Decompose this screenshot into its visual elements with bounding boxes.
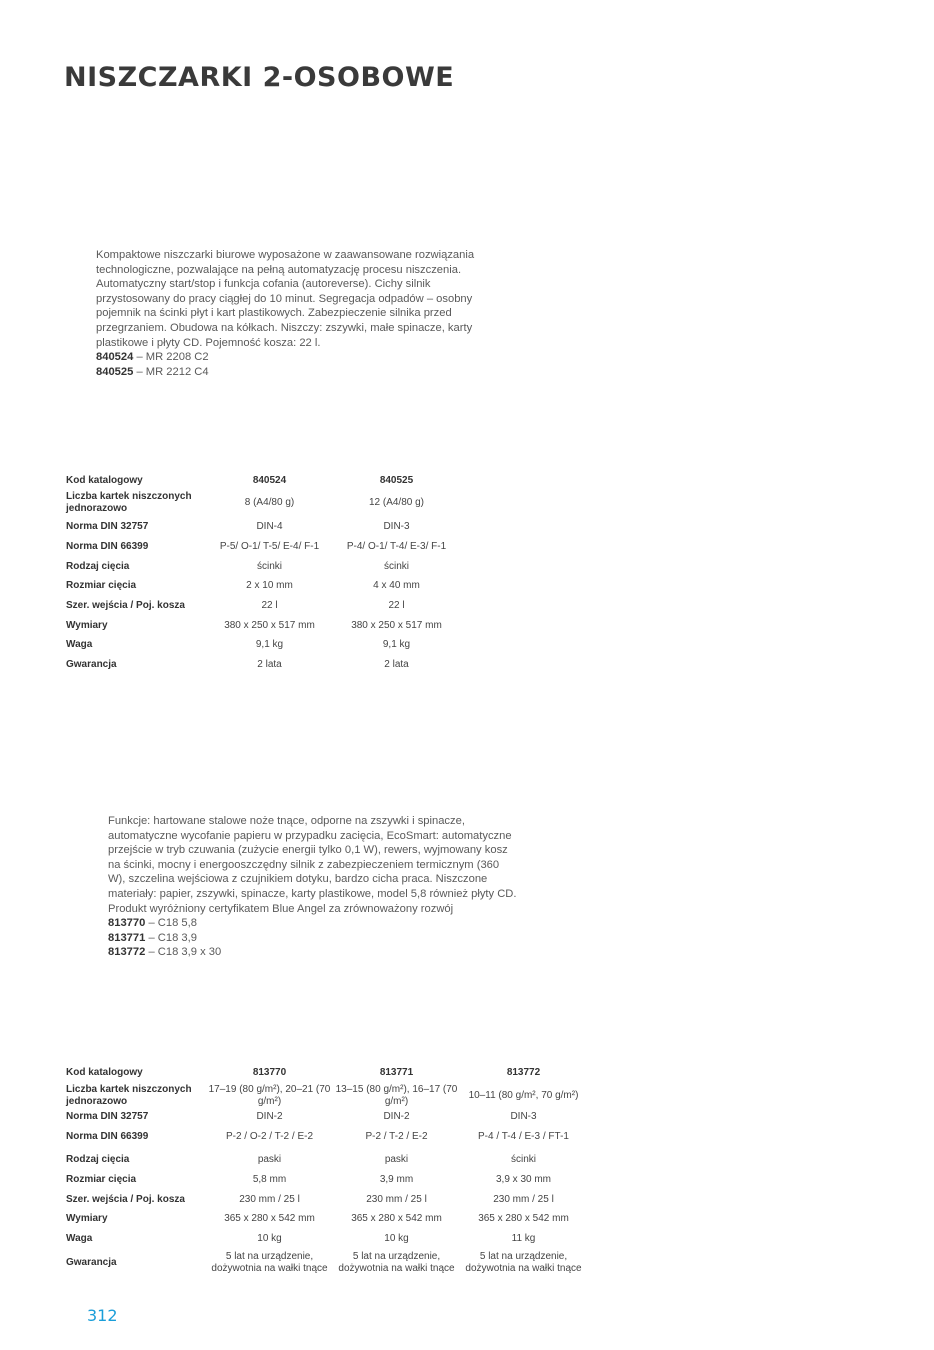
- product-model: – MR 2208 C2: [136, 351, 209, 364]
- table-row: [66, 1170, 587, 1190]
- cell: 380 x 250 x 517 mm: [351, 619, 442, 631]
- cell: 9,1 kg: [382, 639, 411, 650]
- spec-table-2: [66, 1065, 587, 1277]
- table-row: [66, 1081, 587, 1111]
- cell: 2 lata: [384, 659, 409, 670]
- cell: 5,8 mm: [252, 1174, 287, 1185]
- cell: 813771: [379, 1067, 414, 1078]
- cell: DIN-2: [256, 1111, 283, 1122]
- cell: 13–15 (80 g/m²), 16–17 (70 g/m²): [335, 1084, 458, 1107]
- product-code: 813771: [108, 931, 146, 944]
- cell: 2 lata: [257, 659, 282, 670]
- cell: 5 lat na urządzenie, dożywotnia na wałki tnące: [338, 1251, 455, 1274]
- table-row: [66, 536, 460, 557]
- cell: P-2 / O-2 / T-2 / E-2: [225, 1130, 314, 1142]
- cell: ścinki: [256, 560, 282, 572]
- cell: 365 x 280 x 542 mm: [478, 1213, 569, 1224]
- cell: DIN-3: [510, 1111, 537, 1122]
- table-row: [66, 655, 460, 675]
- cell: 230 mm / 25 l: [239, 1193, 300, 1205]
- table-row: [66, 616, 460, 635]
- row-label: Wymiary: [66, 619, 108, 631]
- table-row: [66, 1209, 587, 1229]
- table-row: [66, 1229, 587, 1249]
- description-text: Funkcje: hartowane stalowe noże tnące, odporne na zszywki i spinacze, automatyczne wycofanie papieru w przypadku zacięcia, EcoSmart: automatyczne przejście w tryb czuwania (zużycie energii tylko 0,1 W), rewers, wyjmowany kosz na ścinki, mocny i energooszczędny silnik z zabezpieczeniem termicznym (360 W), szczelina wejściowa z czujnikiem dotyku, bardzo cicha praca. Niszczone materiały: papier, zszywki, spinacze, karty plastikowe, model 5,8 również płyty CD. Produkt wyróżniony certyfikatem Blue Angel za zrównoważony rozwój: [108, 815, 517, 915]
- cell: 5 lat na urządzenie, dożywotnia na wałki tnące: [211, 1251, 328, 1274]
- product-code-line: [108, 945, 518, 960]
- cell: 5 lat na urządzenie, dożywotnia na wałki tnące: [465, 1251, 582, 1274]
- cell: 813770: [252, 1067, 287, 1078]
- cell: paski: [257, 1154, 282, 1165]
- row-label: Waga: [66, 639, 93, 650]
- cell: ścinki: [510, 1154, 536, 1165]
- row-label: Norma DIN 32757: [66, 520, 149, 532]
- product-code-line: [108, 931, 518, 946]
- cell: 3,9 mm: [379, 1174, 414, 1185]
- product-model: – C18 3,9: [148, 931, 197, 944]
- cell: ścinki: [383, 560, 409, 572]
- cell: P-4 / T-4 / E-3 / FT-1: [478, 1130, 569, 1142]
- table-row: [66, 596, 460, 616]
- product-description-1: [96, 248, 488, 379]
- row-label: Wymiary: [66, 1213, 108, 1224]
- product-code-line: [96, 365, 488, 380]
- cell: DIN-2: [383, 1111, 410, 1122]
- row-label: Szer. wejścia / Poj. kosza: [66, 600, 185, 611]
- cell: 10–11 (80 g/m², 70 g/m²): [468, 1090, 579, 1101]
- row-label: Waga: [66, 1233, 93, 1244]
- cell: 4 x 40 mm: [373, 580, 420, 591]
- cell: 230 mm / 25 l: [493, 1193, 554, 1205]
- product-code: 813770: [108, 917, 146, 930]
- table-row: [66, 635, 460, 655]
- table-row: [66, 1111, 587, 1123]
- product-code: 840525: [96, 365, 134, 378]
- row-label: Norma DIN 66399: [66, 1130, 149, 1142]
- page-title: NISZCZARKI 2-OSOBOWE: [64, 62, 455, 93]
- table-row: [66, 1065, 587, 1081]
- row-label: Norma DIN 66399: [66, 540, 149, 552]
- product-code: 813772: [108, 946, 146, 959]
- row-label: Kod katalogowy: [66, 1067, 143, 1078]
- cell: P-5/ O-1/ T-5/ E-4/ F-1: [219, 540, 320, 552]
- product-model: – C18 3,9 x 30: [148, 946, 222, 959]
- page-number: 312: [87, 1306, 118, 1325]
- cell: 840525: [379, 474, 414, 486]
- cell: 365 x 280 x 542 mm: [351, 1213, 442, 1224]
- table-row: [66, 1190, 587, 1209]
- spec-table-1: [66, 472, 460, 675]
- table-row: [66, 489, 460, 517]
- cell: 10 kg: [384, 1233, 409, 1244]
- table-row: [66, 557, 460, 576]
- description-text: Kompaktowe niszczarki biurowe wyposażone w zaawansowane rozwiązania technologiczne, pozwalające na pełną automatyzację procesu niszczenia. Automatyczny start/stop i funkcja cofania (autoreverse). Cichy silnik przystosowany do pracy ciągłej do 10 minut. Segregacja odpadów – osobny pojemnik na ścinki płyt i kart plastikowych. Zabezpieczenie silnika przed przegrzaniem. Obudowa na kółkach. Niszczy: zszywki, małe spinacze, karty plastikowe i płyty CD. Pojemność kosza: 22 l.: [96, 249, 475, 349]
- row-label: Gwarancja: [66, 1257, 117, 1268]
- row-label: Rodzaj cięcia: [66, 560, 130, 572]
- product-code-line: [96, 350, 488, 365]
- row-label: Szer. wejścia / Poj. kosza: [66, 1193, 185, 1205]
- table-row: [66, 1150, 587, 1170]
- row-label: Gwarancja: [66, 659, 117, 670]
- product-code: 840524: [96, 351, 134, 364]
- table-row: [66, 576, 460, 596]
- row-label: Rozmiar cięcia: [66, 580, 137, 591]
- cell: 813772: [506, 1067, 541, 1078]
- row-label: Liczba kartek niszczonych jednorazowo: [66, 1084, 192, 1107]
- table-row: [66, 1249, 587, 1277]
- product-model: – MR 2212 C4: [136, 365, 209, 378]
- product-description-2: [108, 814, 518, 960]
- cell: 22 l: [261, 600, 278, 611]
- cell: 840524: [252, 474, 287, 486]
- cell: 11 kg: [511, 1233, 536, 1244]
- cell: P-2 / T-2 / E-2: [365, 1130, 428, 1142]
- cell: 12 (A4/80 g): [368, 497, 425, 508]
- cell: 10 kg: [257, 1233, 282, 1244]
- cell: 22 l: [388, 600, 405, 611]
- cell: 17–19 (80 g/m²), 20–21 (70 g/m²): [208, 1084, 331, 1107]
- cell: 3,9 x 30 mm: [495, 1174, 552, 1185]
- row-label: Rozmiar cięcia: [66, 1174, 137, 1185]
- table-row: [66, 472, 460, 489]
- row-label: Rodzaj cięcia: [66, 1154, 130, 1165]
- row-label: Norma DIN 32757: [66, 1111, 149, 1122]
- row-label: Liczba kartek niszczonych jednorazowo: [66, 491, 192, 514]
- cell: 2 x 10 mm: [246, 580, 293, 591]
- product-code-line: [108, 916, 518, 931]
- cell: paski: [384, 1154, 409, 1165]
- cell: P-4/ O-1/ T-4/ E-3/ F-1: [346, 540, 447, 552]
- product-model: – C18 5,8: [148, 917, 197, 930]
- cell: 365 x 280 x 542 mm: [224, 1213, 315, 1224]
- table-row: [66, 517, 460, 536]
- row-label: Kod katalogowy: [66, 474, 143, 486]
- cell: DIN-3: [383, 520, 410, 532]
- cell: 9,1 kg: [255, 639, 284, 650]
- cell: 380 x 250 x 517 mm: [224, 619, 315, 631]
- cell: 230 mm / 25 l: [366, 1193, 427, 1205]
- cell: 8 (A4/80 g): [244, 497, 295, 508]
- table-row: [66, 1123, 587, 1150]
- cell: DIN-4: [256, 520, 283, 532]
